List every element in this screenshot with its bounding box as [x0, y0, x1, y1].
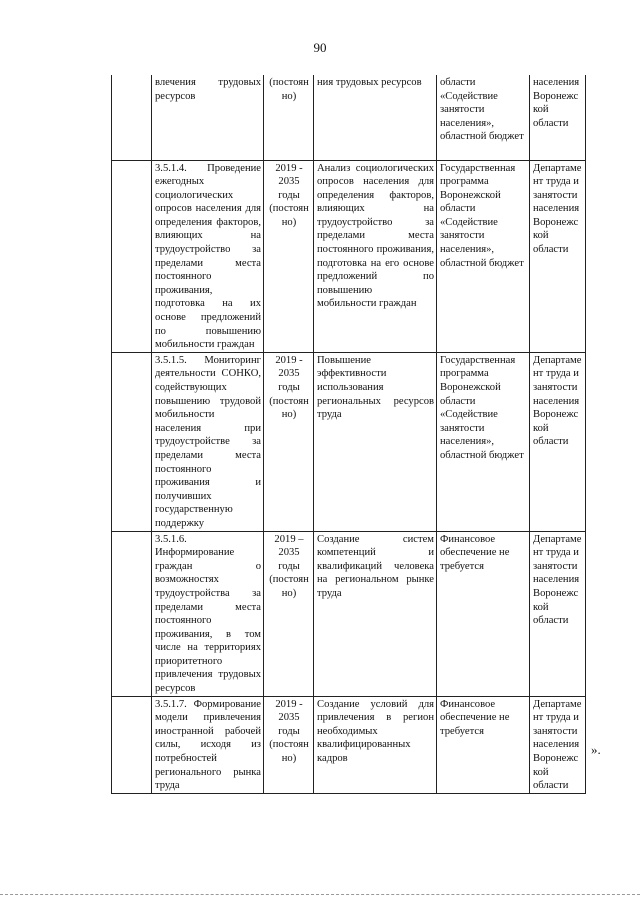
- funding-cell: Государственная программа Воронежской области «Содействие занятости населения», областной бюджет: [437, 352, 530, 531]
- funding-cell: области «Содействие занятости населения», областной бюджет: [437, 75, 530, 160]
- blank-cell: [112, 75, 152, 160]
- executor-cell: Департамент труда и занятости населения Воронежской области: [530, 160, 586, 352]
- funding-cell: Государственная программа Воронежской области «Содействие занятости населения», областной бюджет: [437, 160, 530, 352]
- table-row: [112, 352, 586, 531]
- executor-cell: Департамент труда и занятости населения Воронежской области: [530, 531, 586, 696]
- table-row: [112, 531, 586, 696]
- funding-cell: Финансовое обеспечение не требуется: [437, 696, 530, 793]
- result-cell: Создание систем компетенций и квалификаций человека на региональном рынке труда: [314, 531, 437, 696]
- page-number: 90: [313, 40, 327, 55]
- executor-cell: Департамент труда и занятости населения Воронежской области: [530, 352, 586, 531]
- blank-cell: [112, 696, 152, 793]
- measure-cell: 3.5.1.4. Проведение ежегодных социологических опросов населения для определения факторов, влияющих на трудоустройство за пределами места постоянного проживания, подготовка на их основе предложений по повышению мобильности граждан: [152, 160, 264, 352]
- result-cell: Повышение эффективности использования региональных ресурсов труда: [314, 352, 437, 531]
- period-cell: 2019 - 2035 годы (постоянно): [264, 352, 314, 531]
- result-cell: ния трудовых ресурсов: [314, 75, 437, 160]
- executor-cell: Департамент труда и занятости населения Воронежской области: [530, 696, 586, 793]
- period-cell: (постоянно): [264, 75, 314, 160]
- blank-cell: [112, 531, 152, 696]
- period-cell: 2019 - 2035 годы (постоянно): [264, 696, 314, 793]
- result-cell: Создание условий для привлечения в регион необходимых квалифицированных кадров: [314, 696, 437, 793]
- period-cell: 2019 – 2035 годы (постоянно): [264, 531, 314, 696]
- funding-cell: Финансовое обеспечение не требуется: [437, 531, 530, 696]
- measure-cell: 3.5.1.6. Информирование граждан о возможностях трудоустройства за пределами места постоянного проживания, в том числе на территориях приоритетного привлечения трудовых ресурсов: [152, 531, 264, 696]
- table-row: [112, 160, 586, 352]
- measure-cell: влечения трудовых ресурсов: [152, 75, 264, 160]
- blank-cell: [112, 160, 152, 352]
- scan-edge-divider: [0, 894, 640, 895]
- measures-table: [111, 75, 586, 794]
- measure-cell: 3.5.1.5. Мониторинг деятельности СОНКО, содействующих повышению трудовой мобильности населения при трудоустройстве за пределами места постоянного проживания и получивших государственную поддержку: [152, 352, 264, 531]
- period-cell: 2019 - 2035 годы (постоянно): [264, 160, 314, 352]
- closing-quote-mark: ».: [591, 742, 601, 757]
- result-cell: Анализ социологических опросов населения для определения факторов, влияющих на трудоустройство за пределами места постоянного проживания, подготовка на его основе предложений по повышению мобильности граждан: [314, 160, 437, 352]
- measure-cell: 3.5.1.7. Формирование модели привлечения иностранной рабочей силы, исходя из потребностей регионального рынка труда: [152, 696, 264, 793]
- blank-cell: [112, 352, 152, 531]
- executor-cell: населения Воронежской области: [530, 75, 586, 160]
- table-row: [112, 696, 586, 793]
- table-row: [112, 75, 586, 160]
